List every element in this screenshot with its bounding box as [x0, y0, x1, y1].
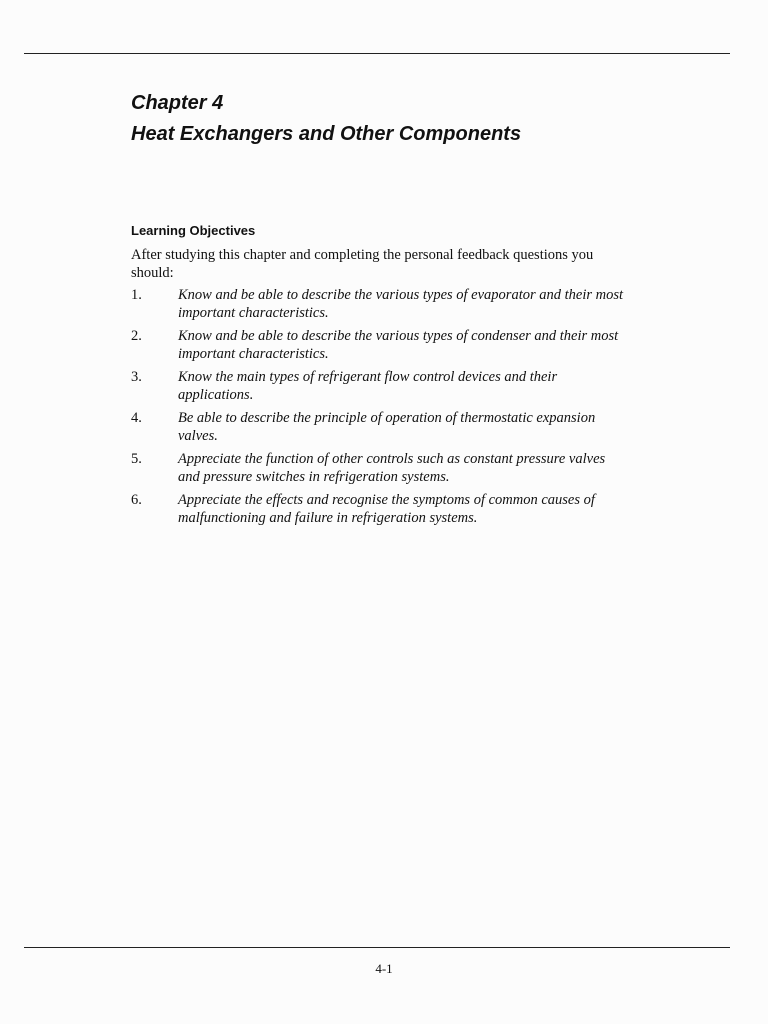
learning-objectives-section	[131, 222, 631, 532]
list-item	[131, 491, 631, 527]
item-text: Appreciate the function of other controls such as constant pressure valves and pressure switches in refrigeration systems.	[178, 451, 606, 485]
list-item	[131, 450, 631, 486]
list-item	[131, 327, 631, 363]
item-number: 3.	[131, 369, 142, 385]
item-text: Appreciate the effects and recognise the symptoms of common causes of malfunctioning and failure in refrigeration systems.	[178, 492, 595, 526]
item-text: Be able to describe the principle of operation of thermostatic expansion valves.	[178, 410, 596, 444]
top-rule	[24, 53, 730, 54]
list-item	[131, 409, 631, 445]
chapter-header	[131, 88, 521, 150]
item-number: 2.	[131, 328, 142, 344]
item-text: Know the main types of refrigerant flow control devices and their applications.	[178, 369, 558, 403]
objectives-heading: Learning Objectives	[131, 223, 256, 238]
item-text: Know and be able to describe the various types of condenser and their most important characteristics.	[178, 328, 619, 362]
bottom-rule	[24, 947, 730, 948]
item-number: 4.	[131, 410, 142, 426]
item-text: Know and be able to describe the various types of evaporator and their most important characteristics.	[178, 287, 624, 321]
item-number: 5.	[131, 451, 142, 467]
chapter-label: Chapter 4	[131, 92, 224, 114]
list-item	[131, 368, 631, 404]
objectives-intro: After studying this chapter and completing the personal feedback questions you should:	[131, 247, 594, 281]
page-number: 4-1	[375, 961, 393, 976]
list-item	[131, 286, 631, 322]
item-number: 6.	[131, 492, 142, 508]
objectives-list	[131, 286, 631, 527]
chapter-title: Heat Exchangers and Other Components	[131, 123, 522, 145]
item-number: 1.	[131, 287, 142, 303]
